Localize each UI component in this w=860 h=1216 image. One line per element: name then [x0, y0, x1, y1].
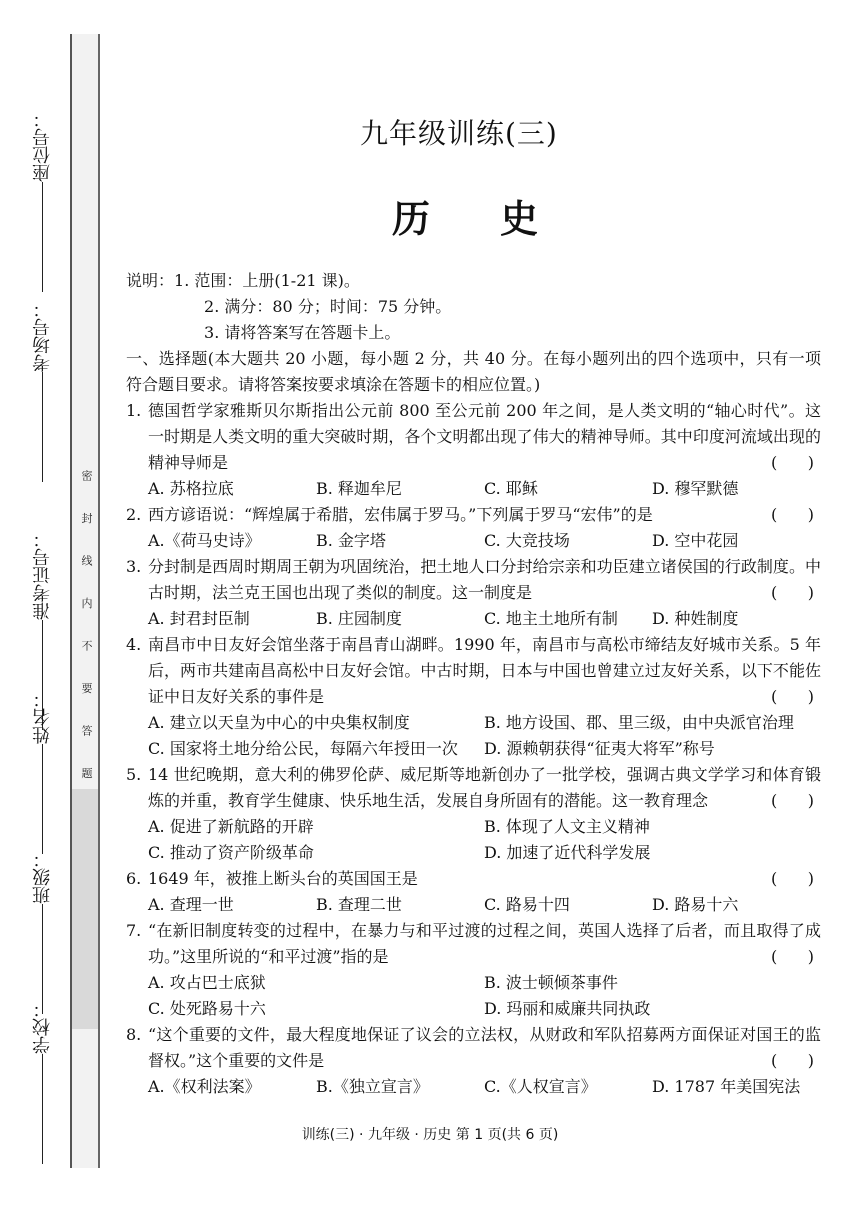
- name-field: [30, 690, 56, 858]
- question-body: 南昌市中日友好会馆坐落于南昌青山湖畔。1990 年，南昌市与高松市缔结友好城市关系。5 年后，两市共建南昌高松中日友好会馆。中古时期，日本与中国也曾建立过友好关系，以下不能佐证中日友好关系的事件是: [148, 635, 821, 706]
- binding-shade: [72, 789, 98, 1029]
- answer-bracket: ( ): [771, 869, 814, 888]
- question-stem: [126, 866, 821, 892]
- question-2: [126, 502, 821, 554]
- question-text: [148, 632, 821, 710]
- option-a: A. 建立以天皇为中心的中央集权制度: [148, 713, 410, 732]
- class-blank: [43, 904, 44, 1014]
- question-text: [148, 762, 821, 814]
- question-number: 3.: [126, 557, 142, 576]
- answer-bracket: ( ): [771, 1051, 814, 1070]
- exam-room-blank: [43, 372, 44, 482]
- paper-subject: 历史: [392, 196, 609, 241]
- option-c: C. 推动了资产阶级革命: [148, 843, 314, 862]
- option-d: D. 穆罕默德: [652, 479, 739, 498]
- question-5: [126, 762, 821, 866]
- instruction-item: 2. 满分：80 分；时间：75 分钟。: [204, 297, 452, 316]
- exam-room-field: [30, 300, 56, 486]
- question-number: 8.: [126, 1025, 142, 1044]
- school-label: 学校：: [32, 1000, 53, 1054]
- question-text: [148, 1022, 821, 1074]
- exam-room-label: 考场号：: [32, 300, 53, 372]
- question-stem: [126, 554, 821, 606]
- question-stem: [126, 918, 821, 970]
- question-body: 14 世纪晚期，意大利的佛罗伦萨、威尼斯等地新创办了一批学校，强调古典文学学习和体育锻炼的并重，教育学生健康、快乐地生活，发展自身所固有的潜能。这一教育理念: [148, 765, 821, 810]
- seat-field: [30, 110, 56, 296]
- option-a: A. 促进了新航路的开辟: [148, 817, 314, 836]
- question-1: [126, 398, 821, 502]
- question-number: 1.: [126, 401, 142, 420]
- option-a: A. 攻占巴士底狱: [148, 973, 266, 992]
- answer-bracket: ( ): [771, 583, 814, 602]
- answer-bracket: ( ): [771, 687, 814, 706]
- page-footer: 训练(三) · 九年级 · 历史 第 1 页(共 6 页): [301, 1127, 559, 1143]
- paper-content: [126, 268, 821, 1100]
- question-number: 4.: [126, 635, 142, 654]
- option-c: C. 国家将土地分给公民，每隔六年授田一次: [148, 739, 458, 758]
- option-b: B. 庄园制度: [316, 609, 402, 628]
- option-c: C. 耶稣: [484, 479, 538, 498]
- option-d: D. 玛丽和威廉共同执政: [484, 999, 651, 1018]
- option-c: C. 处死路易十六: [148, 999, 266, 1018]
- question-list: [126, 398, 821, 1100]
- question-4: [126, 632, 821, 762]
- question-stem: [126, 1022, 821, 1074]
- option-list: [126, 970, 821, 1022]
- class-field: [30, 850, 56, 1018]
- option-c: C. 路易十四: [484, 895, 570, 914]
- class-label: 班级：: [32, 850, 53, 904]
- option-d: D. 源赖朝获得“征夷大将军”称号: [484, 739, 715, 758]
- question-body: 德国哲学家雅斯贝尔斯指出公元前 800 至公元前 200 年之间，是人类文明的“轴心时代”。这一时期是人类文明的重大突破时期，各个文明都出现了伟大的精神导师。其中印度河流域出现的精神导师是: [148, 401, 821, 472]
- name-label: 姓名：: [32, 690, 53, 744]
- option-list: [126, 710, 821, 762]
- answer-bracket: ( ): [771, 947, 814, 966]
- option-b: B. 金字塔: [316, 531, 386, 550]
- ticket-label: 准考证号：: [32, 530, 53, 620]
- option-b: B. 体现了人文主义精神: [484, 817, 650, 836]
- instruction-item: 3. 请将答案写在答题卡上。: [204, 323, 401, 342]
- answer-bracket: ( ): [771, 453, 814, 472]
- question-number: 2.: [126, 505, 142, 524]
- question-7: [126, 918, 821, 1022]
- name-blank: [43, 744, 44, 854]
- question-stem: [126, 398, 821, 476]
- question-number: 7.: [126, 921, 142, 940]
- option-a: A. 苏格拉底: [148, 479, 234, 498]
- option-list: [126, 528, 821, 554]
- option-d: D. 空中花园: [652, 531, 739, 550]
- option-c: C.《人权宣言》: [484, 1077, 597, 1096]
- seat-blank: [43, 182, 44, 292]
- question-stem: [126, 762, 821, 814]
- question-6: [126, 866, 821, 918]
- option-b: B. 释迦牟尼: [316, 479, 402, 498]
- instructions: [126, 268, 821, 346]
- option-b: B. 查理二世: [316, 895, 402, 914]
- question-body: “在新旧制度转变的过程中，在暴力与和平过渡的过程之间，英国人选择了后者，而且取得了成功。”这里所说的“和平过渡”指的是: [148, 921, 821, 966]
- option-d: D. 路易十六: [652, 895, 739, 914]
- question-text: [148, 502, 821, 528]
- question-body: 西方谚语说：“辉煌属于希腊，宏伟属于罗马。”下列属于罗马“宏伟”的是: [148, 505, 653, 524]
- option-list: [126, 892, 821, 918]
- question-3: [126, 554, 821, 632]
- option-a: A.《荷马史诗》: [148, 531, 261, 550]
- instructions-label: 说明：: [126, 271, 175, 290]
- question-stem: [126, 632, 821, 710]
- question-number: 5.: [126, 765, 142, 784]
- question-text: [148, 398, 821, 476]
- school-blank: [43, 1054, 44, 1164]
- question-text: [148, 918, 821, 970]
- option-list: [126, 606, 821, 632]
- option-list: [126, 1074, 821, 1100]
- option-list: [126, 814, 821, 866]
- option-d: D. 1787 年美国宪法: [652, 1077, 801, 1096]
- paper-title: 九年级训练(三): [360, 117, 558, 150]
- option-b: B.《独立宣言》: [316, 1077, 429, 1096]
- option-a: A. 封君封臣制: [148, 609, 250, 628]
- question-body: 1649 年，被推上断头台的英国国王是: [148, 869, 418, 888]
- seal-line-notice: 密 封 线 内 不 要 答 题: [80, 470, 93, 793]
- option-c: C. 地主土地所有制: [484, 609, 618, 628]
- option-b: B. 地方设国、郡、里三级，由中央派官治理: [484, 713, 794, 732]
- option-a: A.《权利法案》: [148, 1077, 261, 1096]
- instruction-item: 1. 范围：上册(1-21 课)。: [174, 271, 360, 290]
- question-body: “这个重要的文件，最大程度地保证了议会的立法权，从财政和军队招募两方面保证对国王的监督权。”这个重要的文件是: [148, 1025, 821, 1070]
- answer-bracket: ( ): [771, 791, 814, 810]
- instructions-list: [174, 268, 821, 346]
- question-stem: [126, 502, 821, 528]
- question-8: [126, 1022, 821, 1100]
- section-heading: 一、选择题(本大题共 20 小题，每小题 2 分，共 40 分。在每小题列出的四个选项中，只有一项符合题目要求。请将答案按要求填涂在答题卡的相应位置。): [126, 349, 821, 394]
- question-text: [148, 554, 821, 606]
- question-number: 6.: [126, 869, 142, 888]
- option-b: B. 波士顿倾茶事件: [484, 973, 618, 992]
- option-c: C. 大竞技场: [484, 531, 570, 550]
- option-d: D. 种姓制度: [652, 609, 739, 628]
- option-list: [126, 476, 821, 502]
- question-body: 分封制是西周时期周王朝为巩固统治，把土地人口分封给宗亲和功臣建立诸侯国的行政制度。中古时期，法兰克王国也出现了类似的制度。这一制度是: [148, 557, 821, 602]
- option-d: D. 加速了近代科学发展: [484, 843, 651, 862]
- question-text: [148, 866, 821, 892]
- seat-label: 座位号：: [32, 110, 53, 182]
- answer-bracket: ( ): [771, 505, 814, 524]
- option-a: A. 查理一世: [148, 895, 234, 914]
